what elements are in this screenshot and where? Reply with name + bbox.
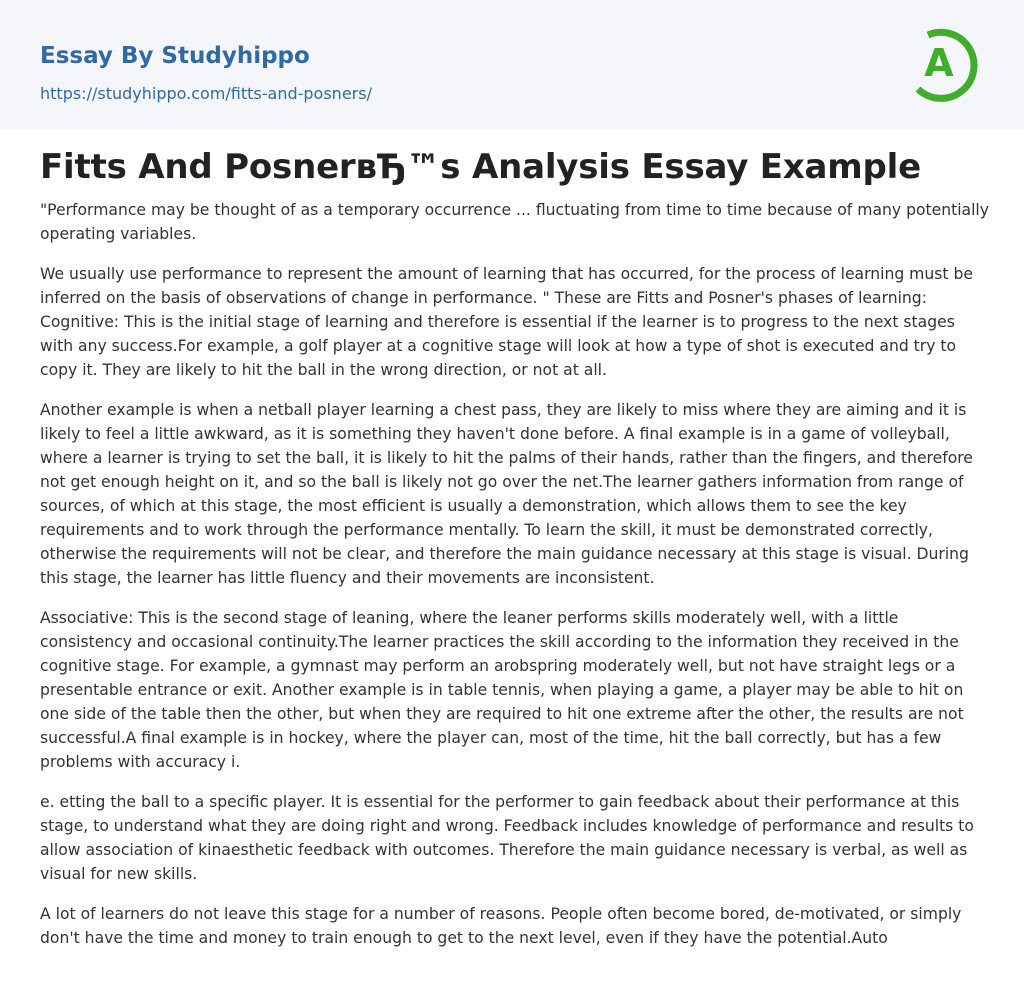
- essay-paragraph-1: "Performance may be thought of as a temporary occurrence ... fluctuating from time to time because of many potentially operating variables.: [40, 201, 989, 243]
- studyhippo-logo-icon[interactable]: [912, 20, 986, 106]
- essay-paragraph-4: Associative: This is the second stage of leaning, where the leaner performs skills moderately well, with a little consistency and occasional continuity.The learner practices the skill according to the information they received in the cognitive stage. For example, a gymnast may perform an arobspring moderately well, but not have straight legs or a presentable entrance or exit. Another example is in table tennis, when playing a game, a player may be able to hit on one side of the table then the other, but when they are required to hit one extreme after the other, the results are not successful.A final example is in hockey, where the player can, most of the time, hit the ball correctly, but has a few problems with accuracy i.: [40, 609, 964, 771]
- page-url-link[interactable]: https://studyhippo.com/fitts-and-posners/: [40, 84, 372, 103]
- essay-paragraph-3: Another example is when a netball player learning a chest pass, they are likely to miss where they are aiming and it is likely to feel a little awkward, as it is something they haven't done before. A final example is in a game of volleyball, where a learner is trying to set the ball, it is likely to hit the palms of their hands, rather than the fingers, and therefore not get enough height on it, and so the ball is likely not go over the net.The learner gathers information from range of sources, of which at this stage, the most efficient is usually a demonstration, which allows them to see the key requirements and to work through the performance mentally. To learn the skill, it must be demonstrated correctly, otherwise the requirements will not be clear, and therefore the main guidance necessary at this stage is visual. During this stage, the learner has little fluency and their movements are inconsistent.: [40, 401, 973, 587]
- essay-content: [40, 142, 990, 966]
- site-header: [0, 0, 1024, 129]
- essay-paragraph-5: e. etting the ball to a specific player. It is essential for the performer to gain feedback about their performance at this stage, to understand what they are doing right and wrong. Feedback includes knowledge of performance and results to allow association of kinaesthetic feedback with outcomes. Therefore the main guidance necessary is verbal, as well as visual for new skills.: [40, 793, 974, 883]
- essay-paragraph-6: A lot of learners do not leave this stage for a number of reasons. People often become bored, de-motivated, or simply don't have the time and money to train enough to get to the next level, even if they have the potential.Auto: [40, 905, 962, 947]
- essay-paragraph-2: We usually use performance to represent the amount of learning that has occurred, for the process of learning must be inferred on the basis of observations of change in performance. " These are Fitts and Posner's phases of learning: Cognitive: This is the initial stage of learning and therefore is essential if the learner is to progress to the next stages with any success.For example, a golf player at a cognitive stage will look at how a type of shot is executed and try to copy it. They are likely to hit the ball in the wrong direction, or not at all.: [40, 265, 973, 379]
- site-brand[interactable]: Essay By Studyhippo: [40, 43, 310, 69]
- logo-letter: A: [924, 41, 954, 85]
- essay-title: Fitts And PosnerвЂ™s Analysis Essay Example: [40, 147, 921, 187]
